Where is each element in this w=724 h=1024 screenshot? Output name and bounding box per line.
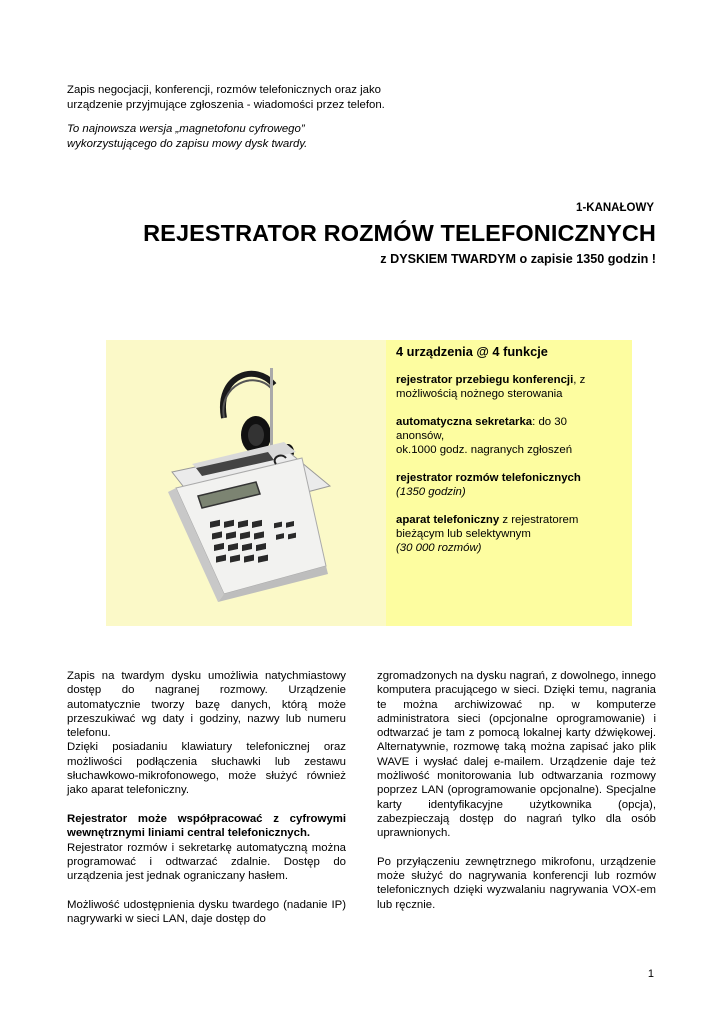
body-paragraph: Możliwość udostępnienia dysku twardego (nadanie IP) nagrywarki w sieci LAN, daje dostęp do [67, 898, 346, 926]
feature-item: rejestrator rozmów telefonicznych (1350 godzin) [396, 472, 581, 498]
page-subtitle: z DYSKIEM TWARDYM o zapisie 1350 godzin ! [380, 252, 656, 266]
feature-item: aparat telefoniczny z rejestratorem bieżącym lub selektywnym (30 000 rozmów) [396, 514, 579, 554]
feature-item: automatyczna sekretarka: do 30 anonsów, ok.1000 godz. nagranych zgłoszeń [396, 416, 573, 456]
body-paragraph: zgromadzonych na dysku nagrań, z dowolnego, innego komputera pracującego w sieci. Dzięki temu, nagrania te można archiwizować np. w komputerze administratora sieci (opcjonalne oprogramowanie) i odtwarzać je tam z pomocą lokalnej karty dźwiękowej. Alternatywnie, rozmowę taką można zapisać jako plik WAVE i wysłać dalej e-mailem. Urządzenie daje też możliwość monitorowania lub odtwarzania rozmowy poprzez LAN (oprogramowanie opcjonalne). Specjalne karty identyfikacyjne użytkownika (opcja), zabezpieczają dostęp do nagrań tylko dla osób uprawnionych. [377, 670, 656, 840]
feature-list [396, 345, 606, 569]
intro-paragraph: Zapis negocjacji, konferencji, rozmów telefonicznych oraz jako urządzenie przyjmujące zgłoszenia - wiadomości przez telefon. [67, 84, 385, 111]
body-paragraph: Po przyłączeniu zewnętrznego mikrofonu, urządzenie może służyć do nagrywania konferencji lub rozmów telefonicznych dzięki wyzwalaniu nagrywania VOX-em lub ręcznie. [377, 855, 656, 911]
page-number: 1 [647, 968, 654, 980]
intro-italic-paragraph: To najnowsza wersja „magnetofonu cyfrowego” wykorzystującego do zapisu mowy dysk twardy. [67, 123, 308, 150]
feature-item: rejestrator przebiegu konferencji, z możliwością nożnego sterowania [396, 374, 586, 400]
product-photo [106, 340, 386, 626]
body-column-right [377, 669, 656, 912]
page-title: REJESTRATOR ROZMÓW TELEFONICZNYCH [143, 220, 656, 246]
body-paragraph: Zapis na twardym dysku umożliwia natychmiastowy dostęp do nagranej rozmowy. Urządzenie automatycznie tworzy bazę danych, którą może przeszukiwać wg daty i godziny, nazwy lub numeru telefonu. [67, 670, 346, 740]
recorder-device-illustration [106, 340, 386, 626]
feature-panel [106, 340, 632, 626]
body-paragraph: Dzięki posiadaniu klawiatury telefonicznej oraz możliwości podłączenia słuchawki lub zestawu słuchawkowo-mikrofonowego, może służyć również jako aparat telefoniczny. [67, 741, 346, 797]
feature-heading: 4 urządzenia @ 4 funkcje [396, 344, 548, 359]
intro-text [67, 83, 447, 161]
channels-label: 1-KANAŁOWY [576, 202, 654, 214]
body-paragraph: Rejestrator może współpracować z cyfrowymi wewnętrznymi liniami central telefonicznych. Rejestrator rozmów i sekretarkę automatyczną można programować i odtwarzać zdalnie. Dostęp do urządzenia jest jednak ograniczany hasłem. [67, 812, 346, 883]
body-column-left [67, 669, 346, 926]
